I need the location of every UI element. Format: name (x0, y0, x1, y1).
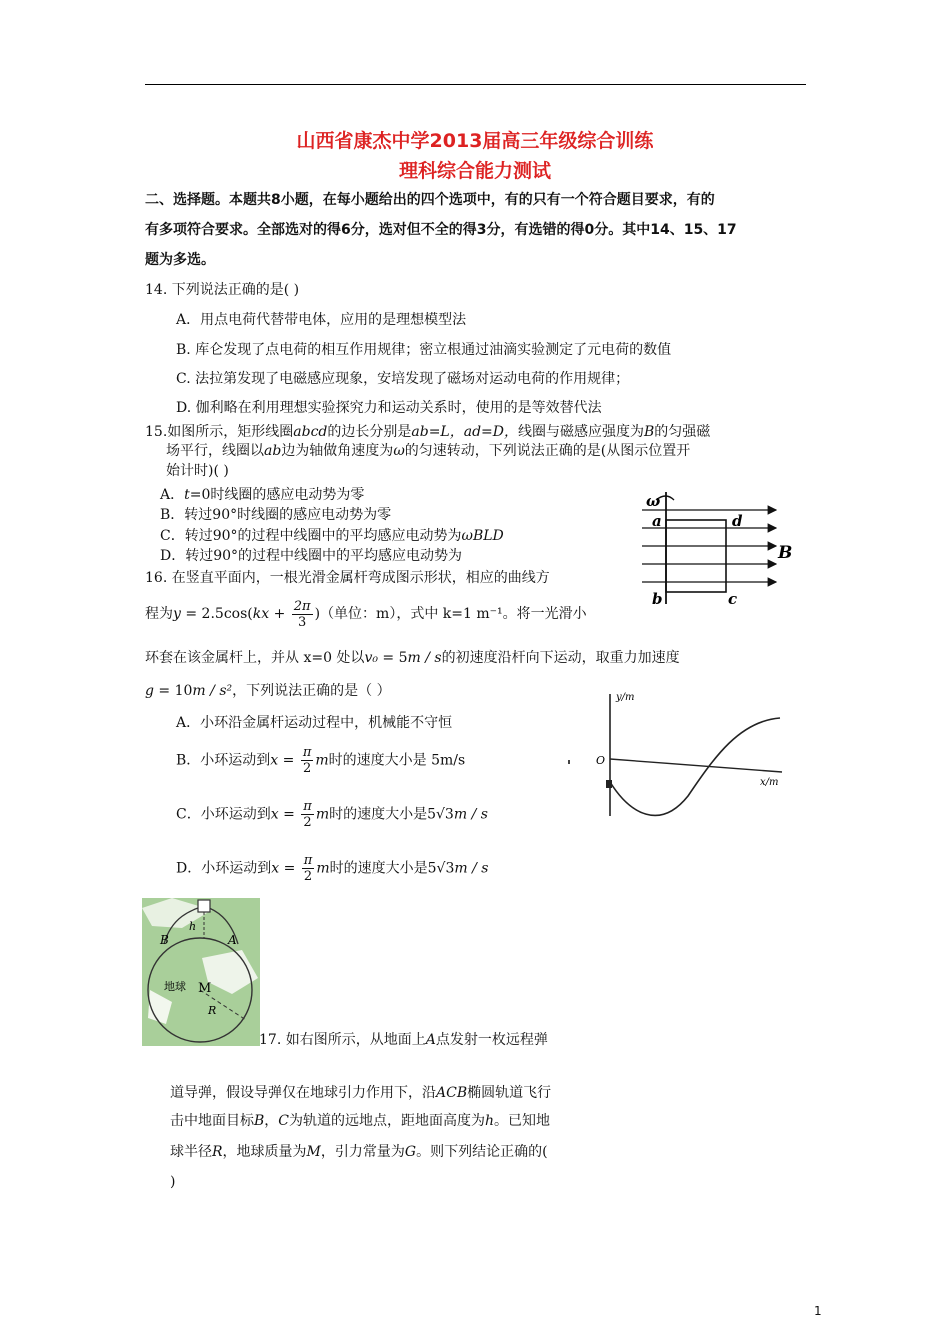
y-axis-label: y/m (616, 692, 635, 703)
q16-option-c: C．小环运动到x = $\frac{\pi}{2}$ m时的速度大小是5√3m / s (176, 799, 488, 830)
omega-label: ω (646, 492, 661, 510)
section-line-3: 题为多选。 (145, 252, 215, 268)
q16-line-4: g = 10m / s²，下列说法正确的是（ ） (145, 683, 391, 699)
q14-option-d: D. 伽利略在利用理想实验探究力和运动关系时，使用的是等效替代法 (176, 400, 602, 416)
q17-line-5: ) (170, 1174, 176, 1190)
q16-line-1: 16. 在竖直平面内，一根光滑金属杆弯成图示形状，相应的曲线方 (145, 570, 550, 586)
q16-curve-figure (590, 686, 790, 821)
q15-coil-figure (640, 492, 800, 607)
q14-option-c: C. 法拉第发现了电磁感应现象，安培发现了磁场对运动电荷的作用规律； (176, 371, 630, 387)
q17-orbit-figure (142, 898, 260, 1046)
x-axis-label: x/m (760, 777, 779, 788)
q17-line-2: 道导弹，假设导弹仅在地球引力作用下，沿ACB椭圆轨道飞行 (170, 1085, 552, 1101)
q15-line-3: 始计时)( ) (166, 463, 229, 479)
corner-b-label: b (652, 590, 663, 607)
q15-option-a: A．t=0时线圈的感应电动势为零 (160, 487, 365, 503)
q16-line-3: 环套在该金属杆上，并从 x=0 处以v₀ = 5m / s的初速度沿杆向下运动，取重力加速度 (145, 650, 680, 666)
q16-option-d: D．小环运动到x = $\frac{\pi}{2}$ m时的速度大小是5√3m / s (176, 853, 489, 884)
q14-option-b: B. 库仑发现了点电荷的相互作用规律；密立根通过油滴实验测定了元电荷的数值 (176, 342, 672, 358)
eq-fraction: $\frac{2\pi}{3}$ (293, 598, 311, 630)
q16-equation-line: 程为y = 2.5cos(kx + $\frac{2\pi}{3}$ )（单位：m），式中 k=1 m⁻¹。将一光滑小 (145, 598, 587, 630)
section-line-2: 有多项符合要求。全部选对的得6分，选对但不全的得3分，有选错的得0分。其中14、15、17 (145, 222, 737, 238)
coil-rect (666, 520, 726, 592)
earth-label: 地球 (164, 980, 186, 993)
stray-mark (568, 760, 570, 764)
point-b-label: B (160, 933, 169, 947)
q17-line-3: 击中地面目标B，C为轨道的远地点，距地面高度为h。已知地 (170, 1113, 551, 1129)
page-number: 1 (814, 1304, 822, 1318)
x-axis (610, 759, 782, 772)
ring-marker (606, 780, 612, 788)
q15-option-d: D．转过90°的过程中线圈中的平均感应电动势为 (160, 548, 463, 564)
q14-option-a: A．用点电荷代替带电体，应用的是理想模型法 (176, 312, 467, 328)
height-h-label: h (189, 920, 197, 933)
q14-stem: 14. 下列说法正确的是( ) (145, 282, 300, 298)
rod-curve (610, 718, 780, 815)
field-b-label: B (778, 543, 793, 563)
missile-marker (198, 900, 210, 912)
q17-line-1: 17. 如右图所示，从地面上A点发射一枚远程弹 (259, 1032, 548, 1048)
q15-option-c: C．转过90°的过程中线圈中的平均感应电动势为ωBLD (160, 528, 504, 544)
doc-title: 山西省康杰中学2013届高三年级综合训练 (296, 130, 654, 152)
q15-line-1: 15.如图所示，矩形线圈abcd的边长分别是ab=L，ad=D，线圈与磁感应强度为B的匀强磁 (145, 424, 711, 440)
q16-option-b: B．小环运动到x = $\frac{\pi}{2}$ m时的速度大小是 5m/s (176, 745, 466, 776)
point-a-label: A (228, 933, 237, 947)
corner-a-label: a (652, 512, 662, 530)
q15-line-2: 场平行，线圈以ab边为轴做角速度为ω的匀速转动，下列说法正确的是(从图示位置开 (166, 443, 691, 459)
corner-c-label: c (728, 590, 738, 607)
header-rule (145, 84, 806, 85)
q15-option-b: B．转过90°时线圈的感应电动势为零 (160, 507, 392, 523)
radius-r-label: R (208, 1004, 217, 1017)
corner-d-label: d (732, 512, 743, 530)
doc-subtitle: 理科综合能力测试 (398, 160, 551, 182)
q17-line-4: 球半径R，地球质量为M，引力常量为G。则下列结论正确的( (170, 1144, 548, 1160)
mass-m-label: M (198, 981, 212, 996)
q16-option-a: A．小环沿金属杆运动过程中，机械能不守恒 (176, 715, 453, 731)
origin-label: O (596, 754, 606, 767)
section-line-1: 二、选择题。本题共8小题，在每小题给出的四个选项中，有的只有一个符合题目要求，有的 (145, 192, 715, 208)
